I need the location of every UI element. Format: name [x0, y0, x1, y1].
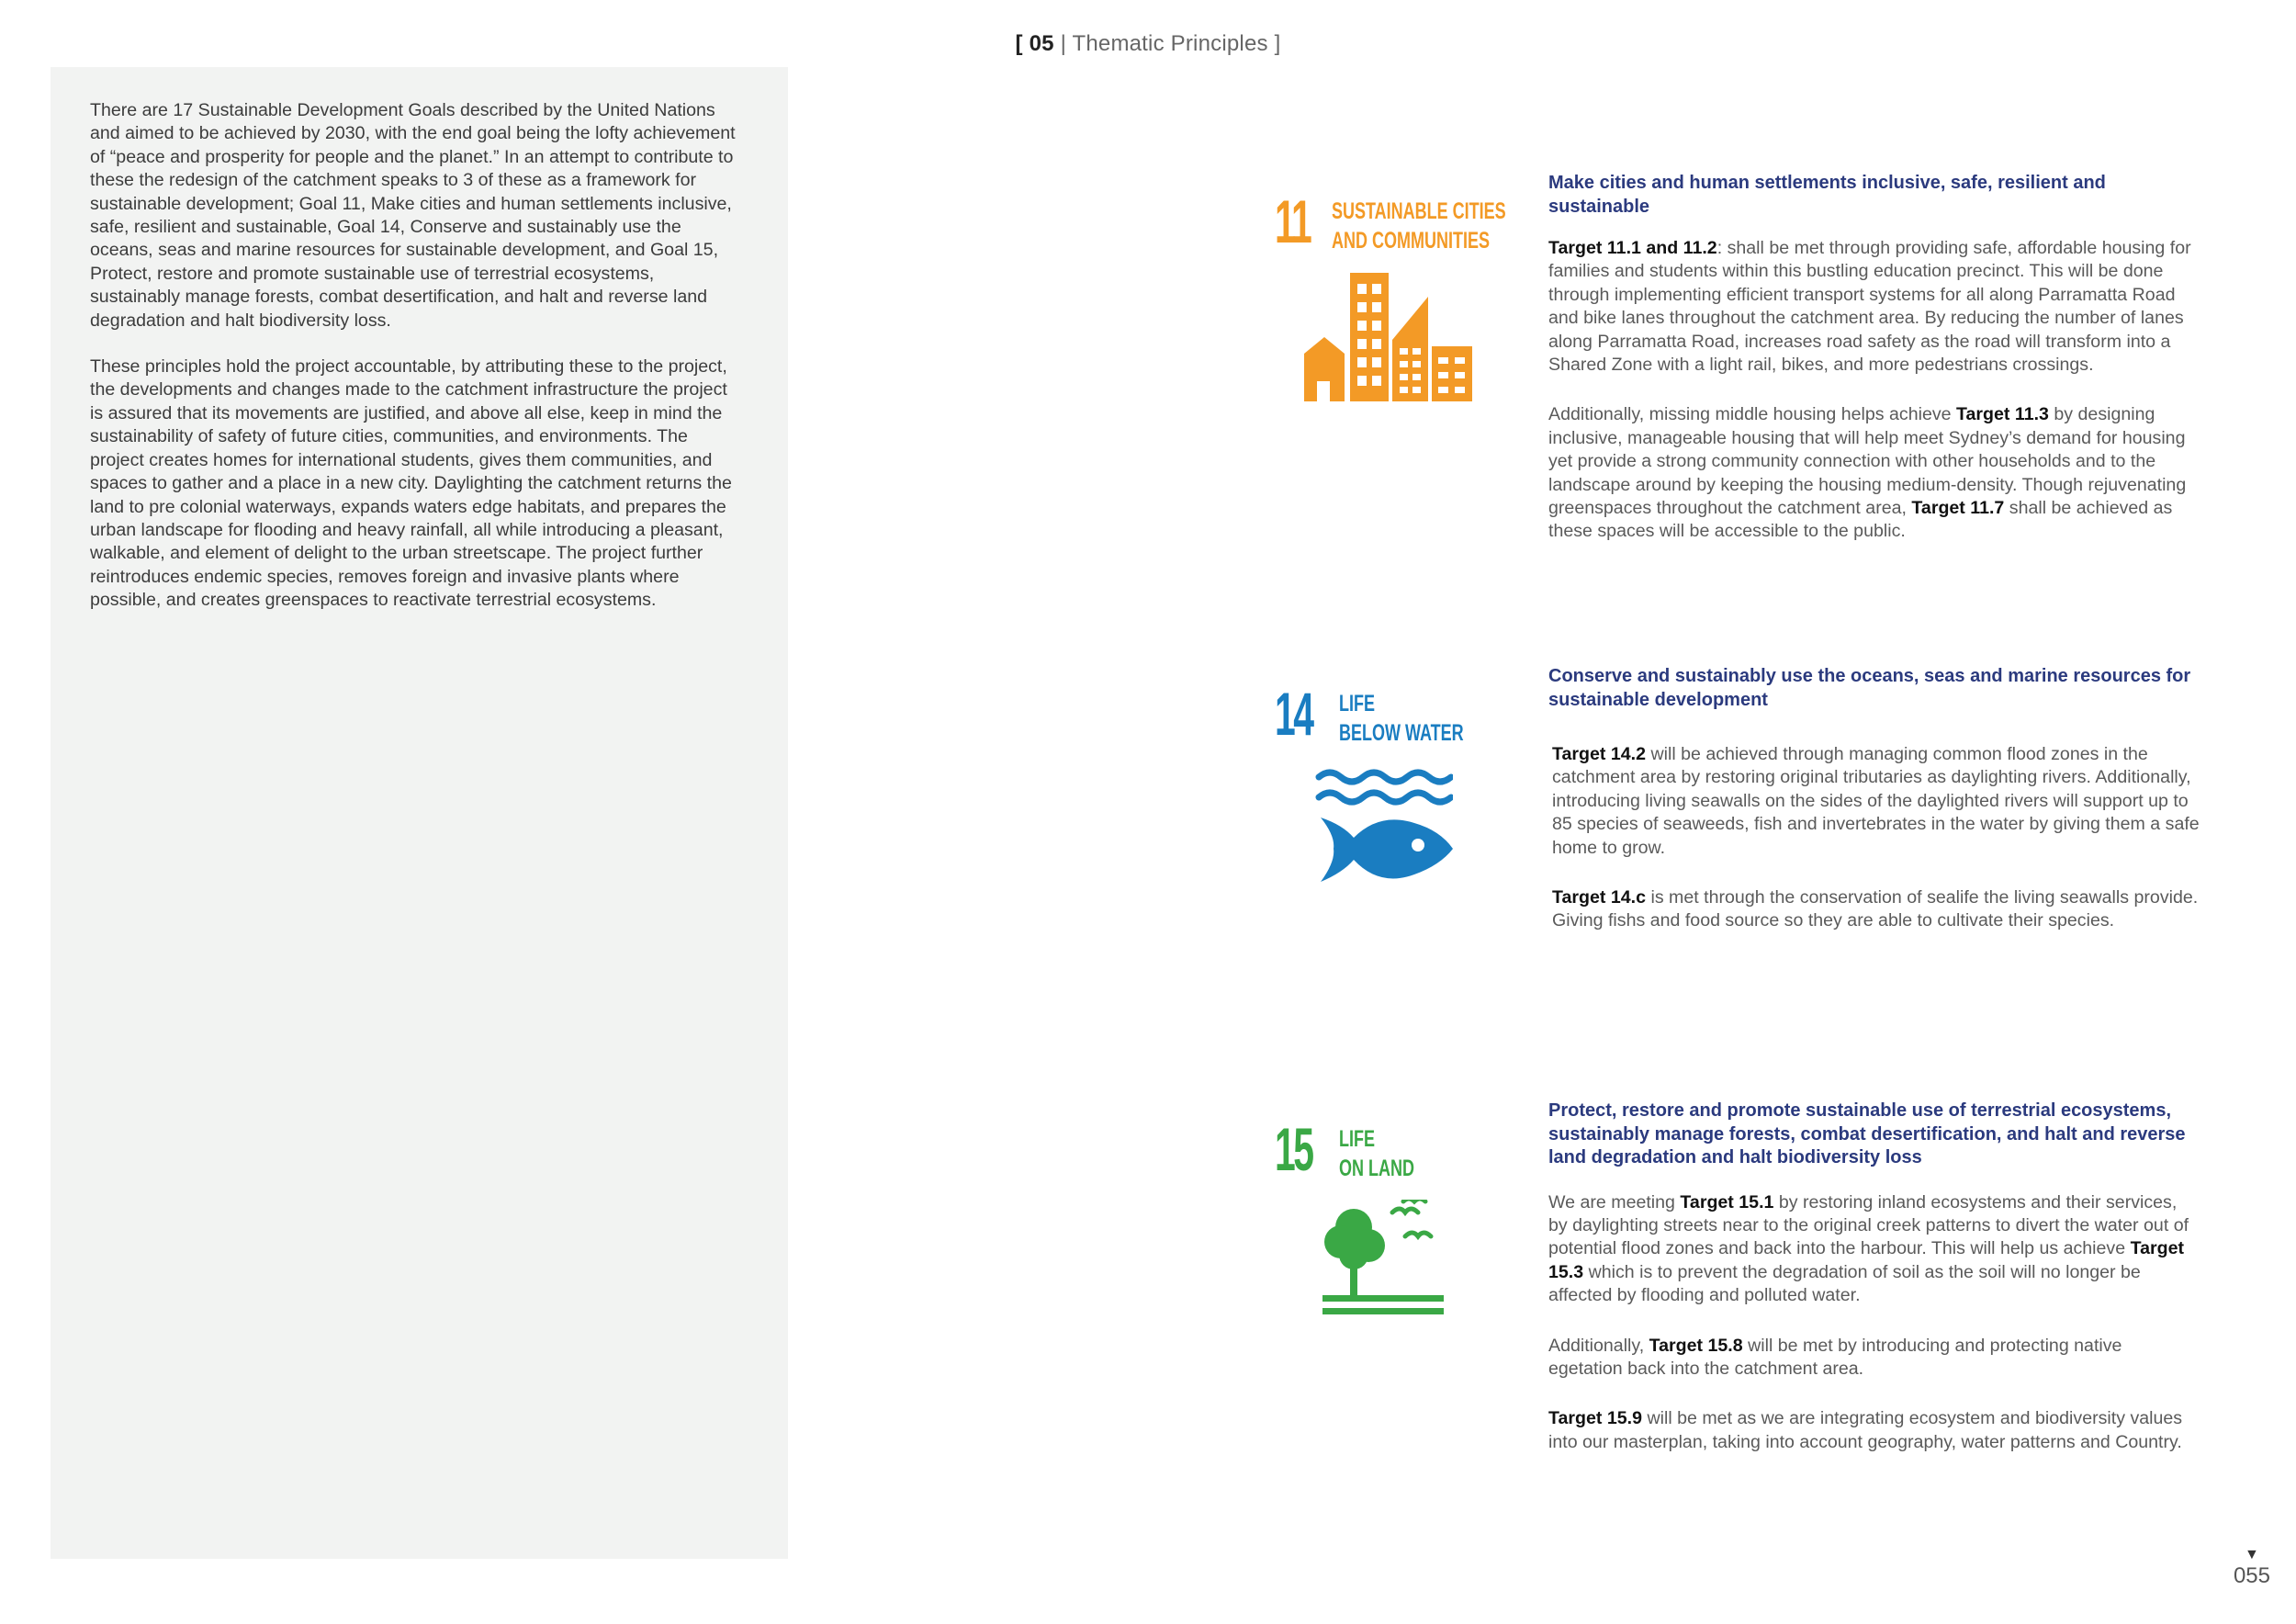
goal-15-p2-text-a: Additionally,: [1548, 1335, 1649, 1356]
goal-15-paragraph-3: [1548, 1407, 2200, 1454]
goal-15-section: [1548, 1100, 2200, 1481]
goal-14-paragraph-1-text: will be achieved through managing common flood zones in the catchment area by restoring original tributaries as daylighting rivers. Additionally, introducing living seawalls on the sides of the daylighted rivers will support up to 85 species of seaweeds, fish and invertebrates in the water by giving them a safe home to grow.: [1552, 744, 2200, 858]
intro-text: [90, 99, 744, 636]
target-11-3-label: Target 11.3: [1956, 404, 2049, 425]
fish-waves-icon: [1315, 764, 1453, 884]
goal-15-p1-text-a: We are meeting: [1548, 1191, 1681, 1212]
target-15-8-label: Target 15.8: [1649, 1335, 1743, 1356]
goal-11-p2-text-d: shall be achieved as these spaces will be accessible to the public.: [1548, 498, 2173, 542]
target-14-2-label: Target 14.2: [1552, 744, 1647, 764]
section-title: Thematic Principles: [1072, 31, 1268, 56]
goal-11-paragraph-1-text: : shall be met through providing safe, affordable housing for families and students within this bustling education precinct. This will be done through implementing efficient transport systems for all along Parramatta Road and bike lanes throughout the catchment area. By reducing the number of lanes along Parramatta Road, increases road safety as the road will transform into a Shared Zone with a light rail, bikes, and more pedestrians crossings.: [1548, 238, 2191, 376]
goal-11-p2-text-a: Additionally, missing middle housing helps achieve: [1548, 404, 1957, 425]
header-separator: |: [1060, 31, 1067, 56]
target-11-1-label: Target 11.1 and 11.2: [1548, 238, 1717, 258]
goal-11-p2-text-c: by designing inclusive, manageable housing that will help meet Sydney’s demand for housing yet provide a strong community connection with other households and to the landscape around by keeping the housing medium-density. Though rejuvenating greenspaces throughout the catchment area,: [1548, 404, 2187, 519]
target-11-7-label: Target 11.7: [1911, 498, 2005, 519]
goal-14-paragraph-1: [1548, 743, 2200, 860]
goal-14-title: [1275, 680, 1512, 748]
goal-14-section: [1548, 665, 2200, 960]
goal-11-section: [1548, 172, 2200, 570]
down-arrow-icon: ▼: [2245, 1547, 2259, 1562]
target-15-1-label: Target 15.1: [1680, 1191, 1774, 1212]
intro-paragraph-2: These principles hold the project accountable, by attributing these to the project, the developments and changes made to the catchment infrastructure the project is assured that its movements are justified, and above all else, keep in mind the sustainability of safety of future cities, communities, and environments. The project creates homes for international students, gives them communities, and spaces to gather and a place in a new city. Daylighting the catchment returns the land to pre colonial waterways, expands waters edge habitats, and prepares the urban landscape for flooding and heavy rainfall, all while introducing a pleasant, walkable, and element of delight to the urban streetscape. The project further reintroduces endemic species, removes foreign and invasive plants where possible, and creates greenspaces to reactivate terrestrial ecosystems.: [90, 356, 732, 611]
city-buildings-icon: [1304, 271, 1474, 404]
goal-15-paragraph-1: [1548, 1191, 2200, 1308]
goal-15-name-line1: LIFE: [1339, 1126, 1376, 1152]
goal-14-name-line2: BELOW WATER: [1339, 720, 1464, 746]
goal-14-paragraph-2: [1548, 886, 2200, 933]
header-bracket-open: [: [1015, 31, 1023, 56]
section-header: [0, 31, 2296, 57]
goal-15-title: [1275, 1115, 1444, 1183]
goal-11-title: [1275, 187, 1573, 255]
goal-11-heading: Make cities and human settlements inclusive, safe, resilient and sustainable: [1548, 173, 2106, 217]
intro-paragraph-1: There are 17 Sustainable Development Goals described by the United Nations and aimed to be achieved by 2030, with the end goal being the lofty achievement of “peace and prosperity for people and the planet.” In an attempt to contribute to these the redesign of the catchment speaks to 3 of these as a framework for sustainable development; Goal 11, Make cities and human settlements inclusive, safe, resilient and sustainable, Goal 14, Conserve and sustainably use the oceans, seas and marine resources for sustainable development, and Goal 15, Protect, restore and promote sustainable use of terrestrial ecosystems, sustainably manage forests, combat desertification, and halt and reverse land degradation and halt biodiversity loss.: [90, 100, 736, 331]
target-14-c-label: Target 14.c: [1552, 887, 1647, 908]
goal-15-name-line2: ON LAND: [1339, 1156, 1415, 1181]
goal-15-p1-text-c: by restoring inland ecosystems and their services, by daylighting streets near to the original creek patterns to divert the water out of potential flood zones and back into the harbour. This will help us achieve: [1548, 1191, 2189, 1259]
target-15-9-label: Target 15.9: [1548, 1408, 1643, 1429]
goal-15-paragraph-2-text: will be met by introducing and protecting native egetation back into the catchment area.: [1548, 1335, 2122, 1379]
goal-15-paragraph-2: [1548, 1335, 2200, 1382]
section-number: 05: [1029, 31, 1054, 56]
tree-birds-icon: [1321, 1200, 1449, 1324]
goal-15-heading: Protect, restore and promote sustainable use of terrestrial ecosystems, sustainably manage forests, combat desertification, and halt and reverse land degradation and halt biodiversity loss: [1548, 1100, 2186, 1167]
goal-11-paragraph-1: [1548, 237, 2200, 377]
header-bracket-close: ]: [1274, 31, 1281, 56]
goal-15-p1-text-d: which is to prevent the degradation of soil as the soil will no longer be affected by flooding and polluted water.: [1548, 1261, 2141, 1306]
target-15-3-label: Target 15.3: [1548, 1238, 2185, 1282]
goal-11-name-line1: SUSTAINABLE CITIES: [1332, 198, 1506, 224]
goal-14-heading: Conserve and sustainably use the oceans, seas and marine resources for sustainable development: [1548, 666, 2191, 710]
goal-15-paragraph-3-text: will be met as we are integrating ecosystem and biodiversity values into our masterplan, taking into account geography, water patterns and Country.: [1548, 1408, 2183, 1452]
goal-11-name-line2: AND COMMUNITIES: [1332, 228, 1491, 254]
goal-14-name-line1: LIFE: [1339, 691, 1376, 716]
goal-15-number: 15: [1275, 1115, 1312, 1183]
page-number-text: 055: [2233, 1563, 2270, 1588]
goal-11-paragraph-2: [1548, 403, 2200, 543]
page-number: [2234, 1547, 2270, 1589]
goal-14-number: 14: [1275, 680, 1312, 748]
goal-11-number: 11: [1275, 187, 1311, 255]
goal-14-paragraph-2-text: is met through the conservation of sealife the living seawalls provide. Giving fishs and food source so they are able to cultivate their species.: [1552, 887, 2199, 931]
